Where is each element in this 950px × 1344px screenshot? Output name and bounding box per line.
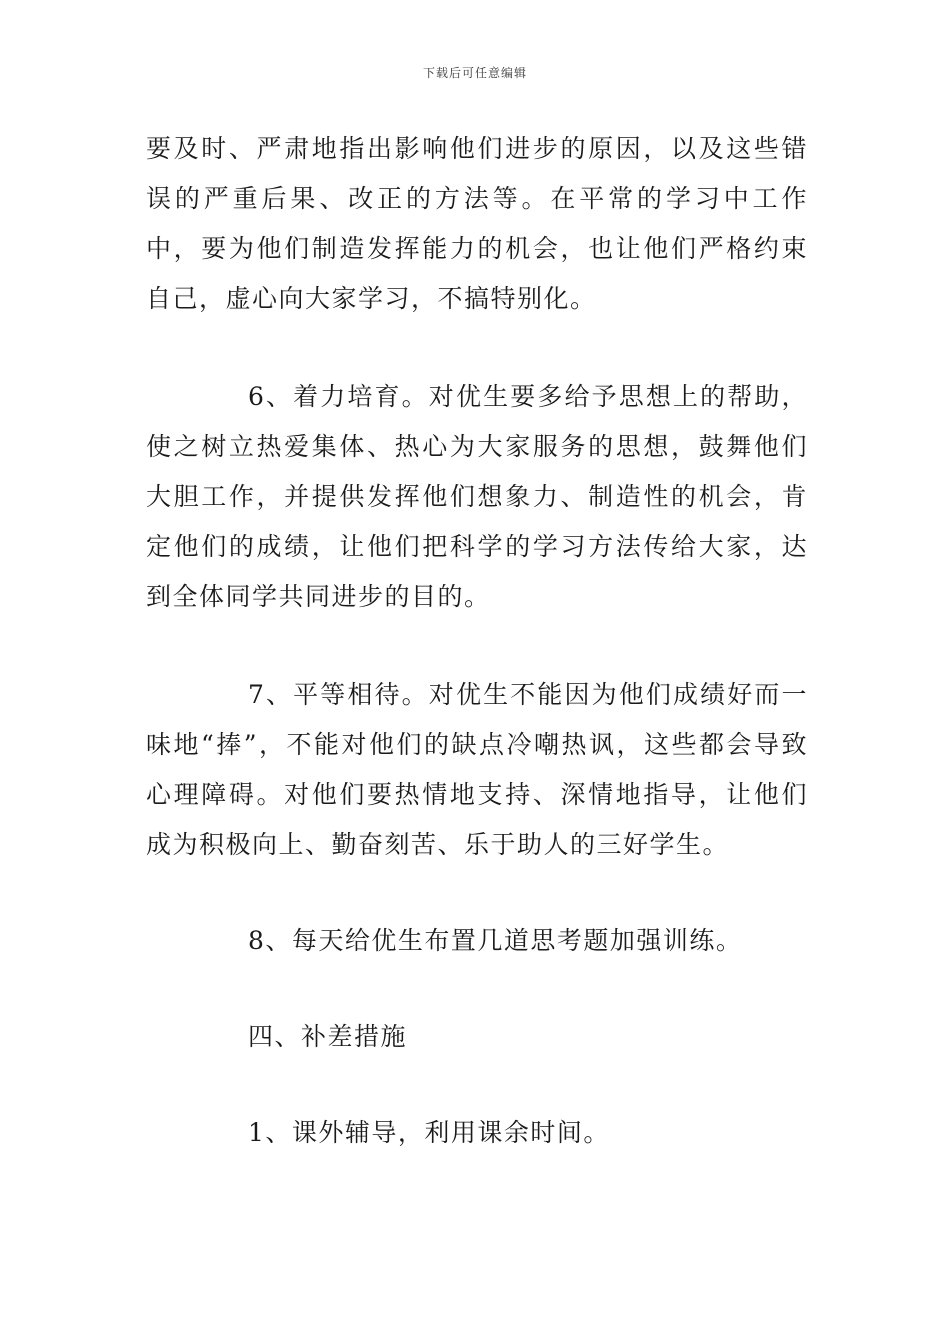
page-header: 下载后可任意编辑 xyxy=(422,66,527,80)
paragraph-continuation: 要及时、严肃地指出影响他们进步的原因，以及这些错误的严重后果、改正的方法等。在平常的学习中工作中，要为他们制造发挥能力的机会，也让他们严格约束自己，虚心向大家学习，不搞特别化。 xyxy=(146,134,808,313)
document-body xyxy=(146,124,808,1158)
paragraph-item-7: 7、平等相待。对优生不能因为他们成绩好而一味地“捧”，不能对他们的缺点冷嘲热讽，这些都会导致心理障碍。对他们要热情地支持、深情地指导，让他们成为积极向上、勤奋刻苦、乐于助人的三好学生。 xyxy=(146,680,808,859)
paragraph-item-6: 6、着力培育。对优生要多给予思想上的帮助，使之树立热爱集体、热心为大家服务的思想，鼓舞他们大胆工作，并提供发挥他们想象力、制造性的机会，肯定他们的成绩，让他们把科学的学习方法传给大家，达到全体同学共同进步的目的。 xyxy=(146,382,808,611)
paragraph-item-1: 1、课外辅导，利用课余时间。 xyxy=(248,1118,610,1147)
section-heading: 四、补差措施 xyxy=(248,1022,408,1051)
paragraph-item-8: 8、每天给优生布置几道思考题加强训练。 xyxy=(248,926,743,955)
